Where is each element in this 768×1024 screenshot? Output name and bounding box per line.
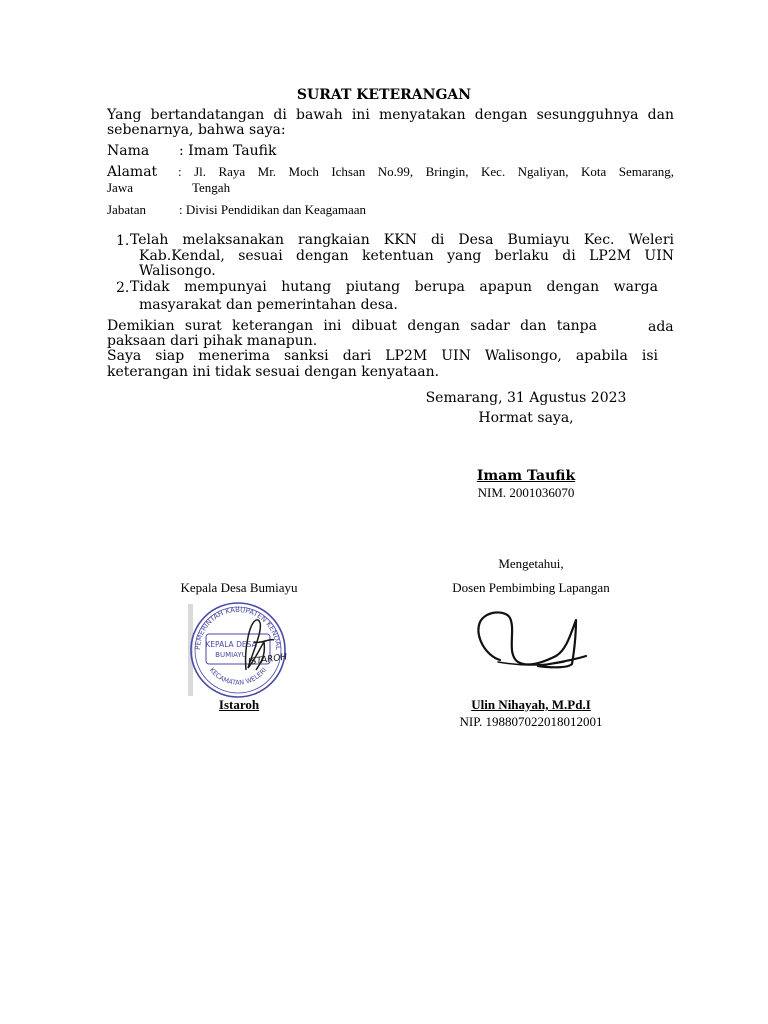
right-role: Dosen Pembimbing Lapangan xyxy=(452,580,610,595)
signer-name: Imam Taufik xyxy=(476,468,576,484)
right-name: Ulin Nihayah, M.Pd.I xyxy=(471,697,591,712)
stamp-inner-text-2: BUMIAYU xyxy=(215,651,247,659)
field-value-jabatan: : Divisi Pendidikan dan Keagamaan xyxy=(179,202,367,217)
closing-line-1-end: ada xyxy=(648,319,674,335)
field-value-nama: : Imam Taufik xyxy=(179,143,277,159)
closing-line-2: paksaan dari pihak manapun. xyxy=(107,333,318,349)
signer-nim: NIM. 2001036070 xyxy=(477,485,575,500)
field-label-alamat-continuation: Jawa xyxy=(107,180,133,195)
closing-line-1: Demikian surat keterangan ini dibuat dengan sadar dan tanpa xyxy=(107,318,597,334)
closing-line-3: Saya siap menerima sanksi dari LP2M UIN Walisongo, apabila isi xyxy=(107,348,658,364)
stamp-inner-text-1: KEPALA DESA xyxy=(205,640,257,649)
stamp-outer-text: PEMERINTAH KABUPATEN KENDAL xyxy=(193,605,283,651)
stamp-bottom-text: KECAMATAN WELERI xyxy=(207,666,269,687)
intro-line-1: Yang bertandatangan di bawah ini menyatakan dengan sesungguhnya dan xyxy=(107,107,674,123)
acknowledgement-label: Mengetahui, xyxy=(498,556,564,571)
list-item-number-2: 2. xyxy=(116,280,130,296)
intro-line-2: sebenarnya, bahwa saya: xyxy=(107,122,286,138)
village-stamp-image xyxy=(186,598,290,702)
field-value-alamat-line-1: : Jl. Raya Mr. Moch Ichsan No.99, Bringin, Kec. Ngaliyan, Kota Semarang, xyxy=(178,164,674,179)
closing-line-4: keterangan ini tidak sesuai dengan kenyataan. xyxy=(107,364,440,380)
left-name: Istaroh xyxy=(218,697,260,712)
field-label-jabatan: Jabatan xyxy=(107,202,146,217)
field-value-alamat-line-2: Tengah xyxy=(192,180,231,195)
list-item-number-1: 1. xyxy=(116,233,130,249)
list-item-1-line-2: Kab.Kendal, sesuai dengan ketentuan yang berlaku di LP2M UIN xyxy=(139,248,674,264)
left-role: Kepala Desa Bumiayu xyxy=(180,580,298,595)
signature-stroke-main xyxy=(478,612,586,667)
list-item-1-line-1: Telah melaksanakan rangkaian KKN di Desa Bumiayu Kec. Weleri xyxy=(130,232,674,248)
regards: Hormat saya, xyxy=(478,410,574,426)
village-head-signature-text: ISTAROH xyxy=(247,652,288,668)
place-date: Semarang, 31 Agustus 2023 xyxy=(425,390,627,406)
list-item-1-line-3: Walisongo. xyxy=(139,263,216,279)
lecturer-signature-image xyxy=(472,606,590,672)
right-nip: NIP. 198807022018012001 xyxy=(459,714,603,729)
field-label-nama: Nama xyxy=(107,143,150,159)
field-label-alamat: Alamat xyxy=(107,164,158,180)
list-item-2-line-2: masyarakat dan pemerintahan desa. xyxy=(139,297,398,313)
document-title: SURAT KETERANGAN xyxy=(296,87,472,103)
list-item-2-line-1: Tidak mempunyai hutang piutang berupa apapun dengan warga xyxy=(130,279,658,295)
